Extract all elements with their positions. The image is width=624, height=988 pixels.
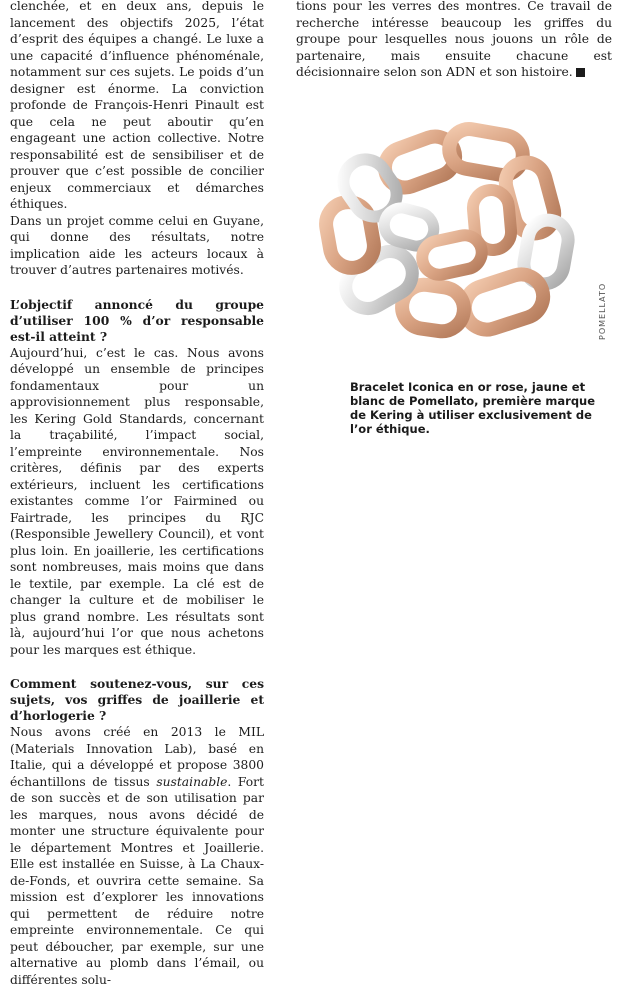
right-column [296,0,612,81]
continuation-text: tions pour les verres des montres. Ce travail de recherche intéresse beaucoup les griffes du groupe pour lesquelles nous jouons un rôle de partenaire, mais ensuite chacune est décisionnaire selon son ADN et son histoire. [296,0,612,79]
answer-support-brands [10,724,264,988]
chain-link [323,199,378,272]
left-column [10,0,264,988]
answer-emphasis: sustainable [156,774,228,789]
question-gold-objective: L’objectif annoncé du groupe d’utiliser 100 % d’or responsable est-il atteint ? [10,296,264,344]
question-support-brands: Comment soutenez-vous, sur ces sujets, vos griffes de joaillerie et d’horlogerie ? [10,676,264,723]
photo-credit: POMELLATO [598,282,607,340]
photo-caption: Bracelet Iconica en or rose, jaune et blanc de Pomellato, première marque de Kering à utiliser exclusivement de l’or éthique. [350,380,596,436]
chain-link [459,269,549,336]
paragraph-guyane: Dans un projet comme celui en Guyane, qui donne des résultats, notre implication aide les acteurs locaux à trouver d’autres partenaires motivés. [10,213,264,277]
end-of-article-mark [576,68,585,77]
answer-text-part-1: Nous avons créé en 2013 le MIL (Materials Innovation Lab), basé en Italie, qui a développé et propose 3800 échantillons de tissus [10,725,264,789]
bracelet-photo [314,110,600,360]
answer-gold-objective: Aujourd’hui, c’est le cas. Nous avons développé un ensemble de principes fondamentaux pour un approvisionnement plus responsable, les Kering Gold Standards, concernant la traçabilité, l’impact social, l’empreinte environnementale. Nos critères, définis par des experts extérieurs, incluent les certifications existantes comme l’or Fairmined ou Fairtrade, les principes du RJC (Responsible Jewellery Council), et vont plus loin. En joaillerie, les certifications sont nombreuses, mais moins que dans le textile, par exemple. La clé est de changer la culture et de mobiliser le plus grand nombre. Les résultats sont là, aujourd’hui l’or que nous achetons pour les marques est éthique. [10,345,264,657]
paragraph-intro: clenchée, et en deux ans, depuis le lancement des objectifs 2025, l’état d’esprit des équipes a changé. Le luxe a une capacité d’influence phénoménale, notamment sur ces sujets. Le poids d’un designer est énorme. La conviction profonde de François-Henri Pinault est que cela ne peut aboutir qu’en engageant une action collective. Notre responsabilité est de sensibiliser et de prouver que c’est possible de concilier enjeux commerciaux et démarches éthiques. [10,0,264,211]
chain-link [419,232,485,278]
answer-text-part-2: . Fort de son succès et de son utilisation par les marques, nous avons décidé de monter une structure équivalente pour le département Montres et Joaillerie. Elle est installée en Suisse, à La Chaux-de-Fonds, et ouvrira cette semaine. Sa mission est d’explorer les innovations qui permettent de réduire notre empreinte environnementale. Ce qui peut déboucher, par exemple, sur une alternative au plomb dans l’émail, ou différentes solu- [10,774,264,987]
paragraph-continuation [296,0,612,81]
